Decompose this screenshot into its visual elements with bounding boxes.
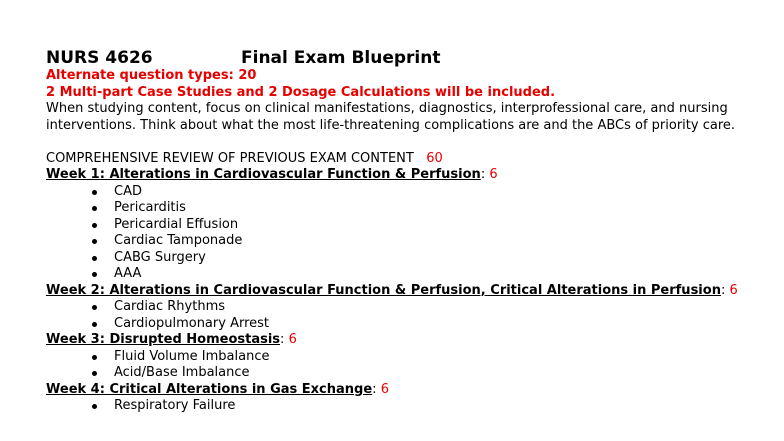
review-count: 60 [426,150,443,166]
review-heading [46,151,746,168]
list-item: Cardiac Tamponade [114,233,746,250]
list-item: Pericardial Effusion [114,217,746,234]
week-label: Week 4: Critical Alterations in Gas Exchange [46,381,373,397]
list-item: CAD [114,184,746,201]
week-heading: Week 4: Critical Alterations in Gas Exchange: 6 [46,381,389,397]
week-heading: Week 3: Disrupted Homeostasis: 6 [46,332,297,347]
week-count: 6 [380,381,389,397]
week-label: Week 3: Disrupted Homeostasis [46,332,281,347]
case-studies-note: 2 Multi-part Case Studies and 2 Dosage Calculations will be included. [46,84,556,100]
list-item: Respiratory Failure [114,398,746,415]
week-count: 6 [288,332,297,347]
list-item: CABG Surgery [114,250,746,267]
list-item: AAA [114,266,746,283]
list-item: Cardiopulmonary Arrest [114,316,746,333]
blank-line [46,134,746,151]
list-item: Acid/Base Imbalance [114,365,746,382]
week-heading: Week 2: Alterations in Cardiovascular Function & Perfusion, Critical Alterations in Perfusion: 6 [46,282,738,298]
document-title: Final Exam Blueprint [241,48,441,68]
list-item: Cardiac Rhythms [114,299,746,316]
week-count: 6 [729,282,738,298]
study-guidance: When studying content, focus on clinical manifestations, diagnostics, interprofessional care, and nursing interventions. Think about what the most life-threatening complications are and the ABCs of priority care. [46,101,736,133]
list-item: Fluid Volume Imbalance [114,349,746,366]
topic-list [46,184,746,283]
week-label: Week 2: Alterations in Cardiovascular Function & Perfusion, Critical Alterations in Perfusion [46,282,721,298]
alternate-question-types: Alternate question types: 20 [46,68,257,83]
week-heading: Week 1: Alterations in Cardiovascular Function & Perfusion: 6 [46,167,498,182]
topic-list [46,299,746,332]
list-item: Pericarditis [114,200,746,217]
topic-list [46,349,746,382]
week-count: 6 [489,167,498,182]
week-label: Week 1: Alterations in Cardiovascular Function & Perfusion [46,167,481,182]
topic-list [46,398,746,415]
review-label: COMPREHENSIVE REVIEW OF PREVIOUS EXAM CONTENT [46,150,414,166]
course-code: NURS 4626 [46,48,153,68]
title-row [46,48,746,68]
